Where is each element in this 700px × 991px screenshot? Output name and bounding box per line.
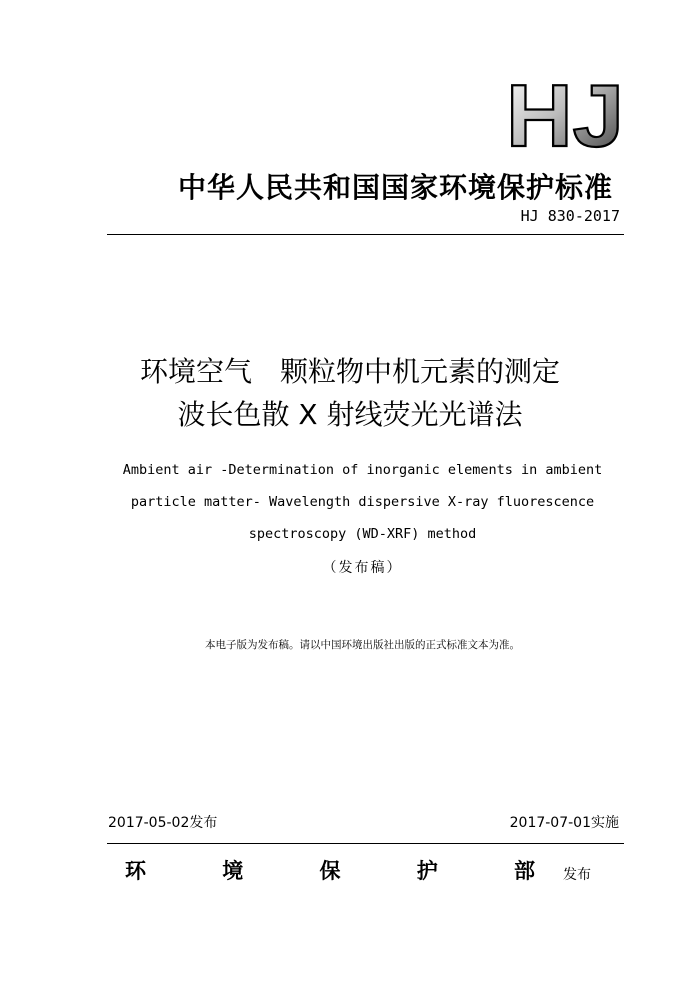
title-en-line-3: spectroscopy (WD-XRF) method (248, 526, 477, 542)
issued-label: 发布 (563, 867, 591, 883)
title-cn-line-1: 环境空气 颗粒物中机元素的测定 (139, 355, 560, 388)
standard-category-title: 中华人民共和国国家环境保护标准 (177, 171, 613, 204)
footer-divider (107, 843, 624, 844)
ministry-char: 部 (514, 858, 535, 883)
hj-logo-text: HJ (506, 78, 624, 150)
ministry-char: 境 (222, 858, 244, 883)
title-en-line-2: particle matter- Wavelength dispersive X-ray fluorescence (130, 494, 595, 510)
ministry-char: 保 (319, 858, 341, 883)
publish-date: 2017-05-02发布 (108, 815, 218, 831)
title-cn-line-2: 波长色散 X 射线荧光光谱法 (177, 398, 523, 431)
electronic-version-notice: 本电子版为发布稿。请以中国环境出版社出版的正式标准文本为准。 (205, 639, 520, 651)
standard-code: HJ 830-2017 (520, 207, 620, 225)
issuing-ministry (125, 855, 535, 885)
ministry-char: 环 (125, 858, 146, 883)
header-divider (107, 234, 624, 235)
ministry-char: 护 (416, 858, 438, 883)
implement-date: 2017-07-01实施 (509, 815, 619, 831)
hj-logo-icon (505, 78, 625, 150)
draft-label: （发布稿） (322, 560, 403, 576)
title-en-line-1: Ambient air -Determination of inorganic elements in ambient (122, 462, 603, 478)
